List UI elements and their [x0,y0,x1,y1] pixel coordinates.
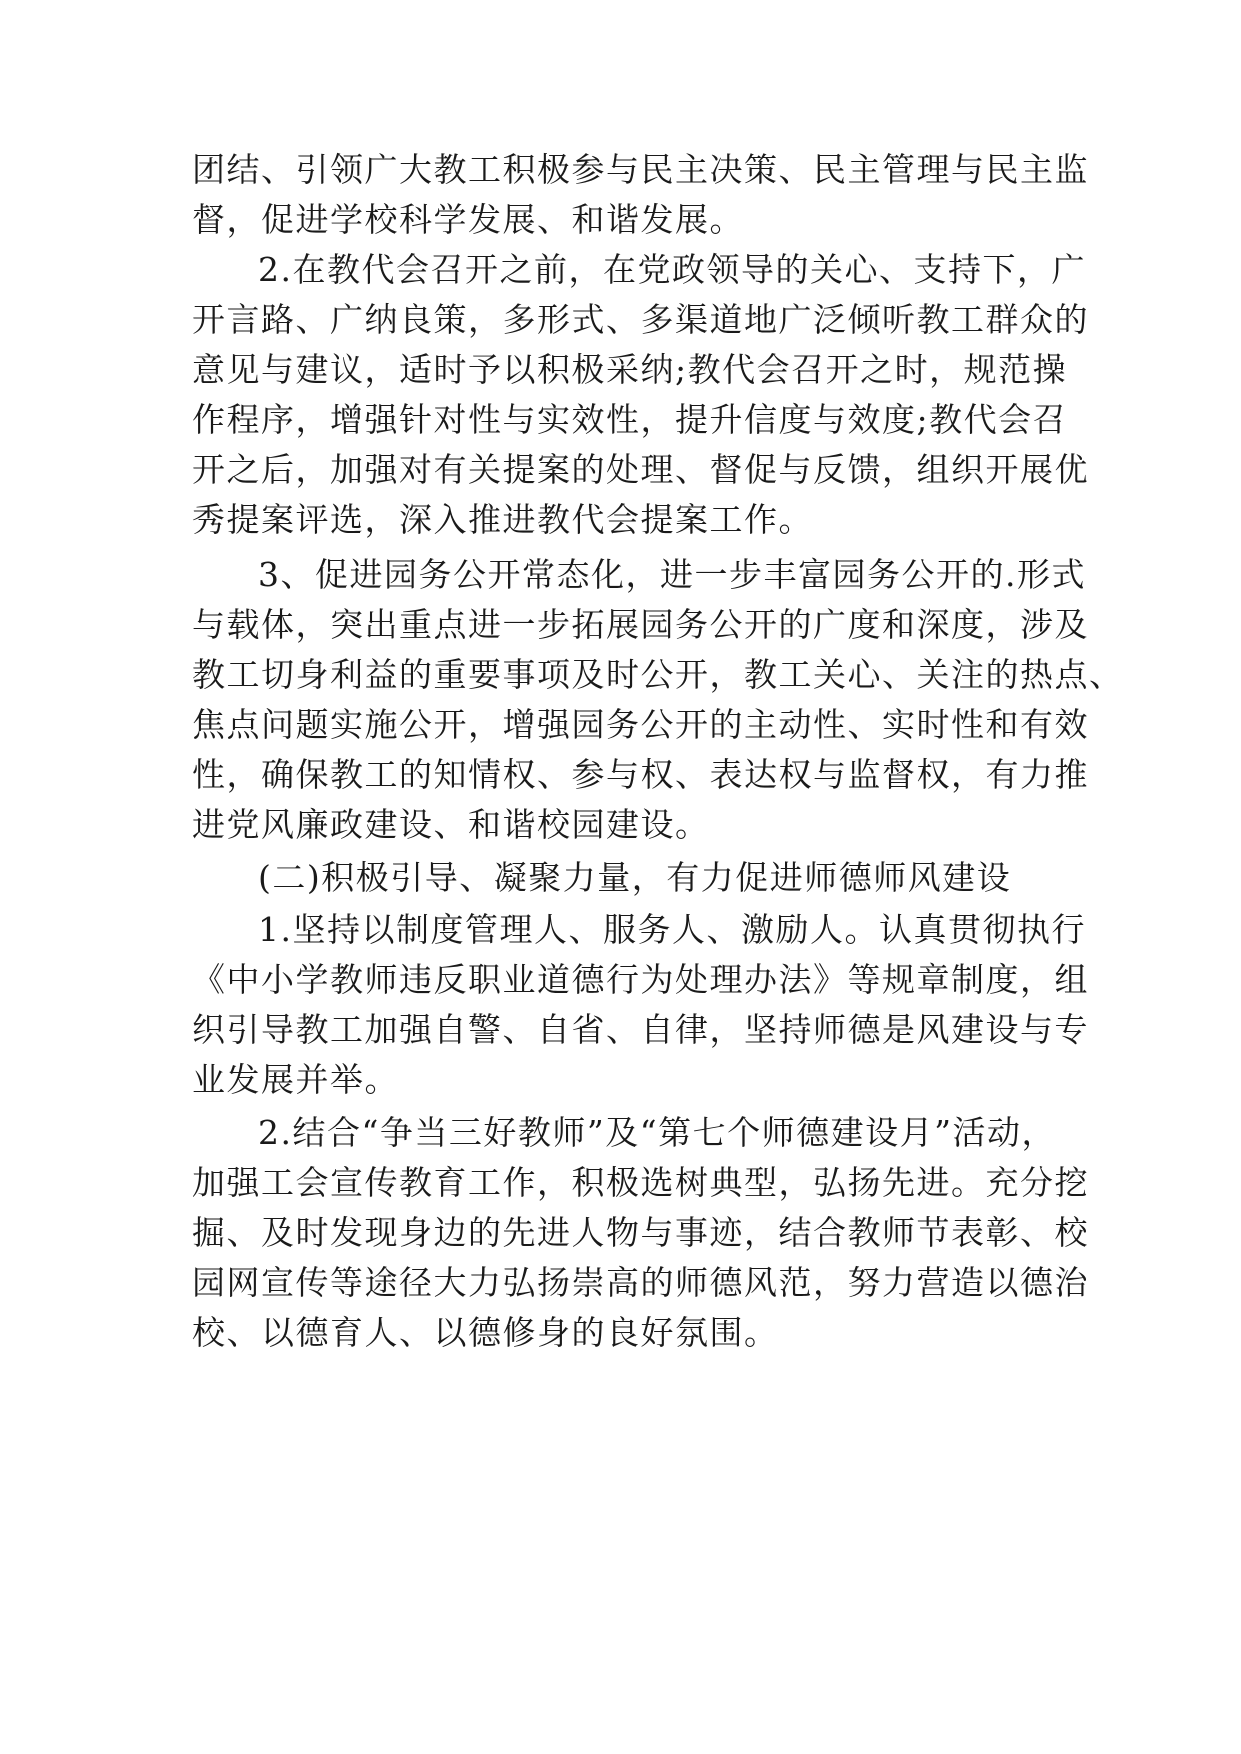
text-line: 园网宣传等途径大力弘扬崇高的师德风范，努力营造以德治 [192,1263,1089,1302]
text-line: 督，促进学校科学发展、和谐发展。 [192,200,744,239]
text-line: 业发展并举。 [192,1060,399,1099]
text-line: 2.结合“争当三好教师”及“第七个师德建设月”活动， [258,1113,1056,1152]
section-heading: (二)积极引导、凝聚力量，有力促进师德师风建设 [258,858,1012,897]
text-line: 3、促进园务公开常态化，进一步丰富园务公开的.形式 [258,555,1086,594]
text-line: 进党风廉政建设、和谐校园建设。 [192,805,710,844]
text-line: 加强工会宣传教育工作，积极选树典型，弘扬先进。充分挖 [192,1163,1089,1202]
text-line: 掘、及时发现身边的先进人物与事迹，结合教师节表彰、校 [192,1213,1089,1252]
text-line: 性，确保教工的知情权、参与权、表达权与监督权，有力推 [192,755,1089,794]
text-line: 秀提案评选，深入推进教代会提案工作。 [192,500,813,539]
text-line: 意见与建议，适时予以积极采纳;教代会召开之时，规范操 [192,350,1068,389]
text-line: 作程序，增强针对性与实效性，提升信度与效度;教代会召 [192,400,1068,439]
text-line: 开言路、广纳良策，多形式、多渠道地广泛倾听教工群众的 [192,300,1089,339]
text-line: 1.坚持以制度管理人、服务人、激励人。认真贯彻执行 [258,910,1086,949]
text-line: 开之后，加强对有关提案的处理、督促与反馈，组织开展优 [192,450,1089,489]
text-line: 2.在教代会召开之前，在党政领导的关心、支持下，广 [258,250,1086,289]
text-line: 《中小学教师违反职业道德行为处理办法》等规章制度，组 [192,960,1089,999]
text-line: 团结、引领广大教工积极参与民主决策、民主管理与民主监 [192,150,1089,189]
text-line: 焦点问题实施公开，增强园务公开的主动性、实时性和有效 [192,705,1089,744]
text-line: 教工切身利益的重要事项及时公开，教工关心、关注的热点、 [192,655,1124,694]
text-line: 织引导教工加强自警、自省、自律，坚持师德是风建设与专 [192,1010,1089,1049]
text-line: 与载体，突出重点进一步拓展园务公开的广度和深度，涉及 [192,605,1089,644]
text-line: 校、以德育人、以德修身的良好氛围。 [192,1313,779,1352]
